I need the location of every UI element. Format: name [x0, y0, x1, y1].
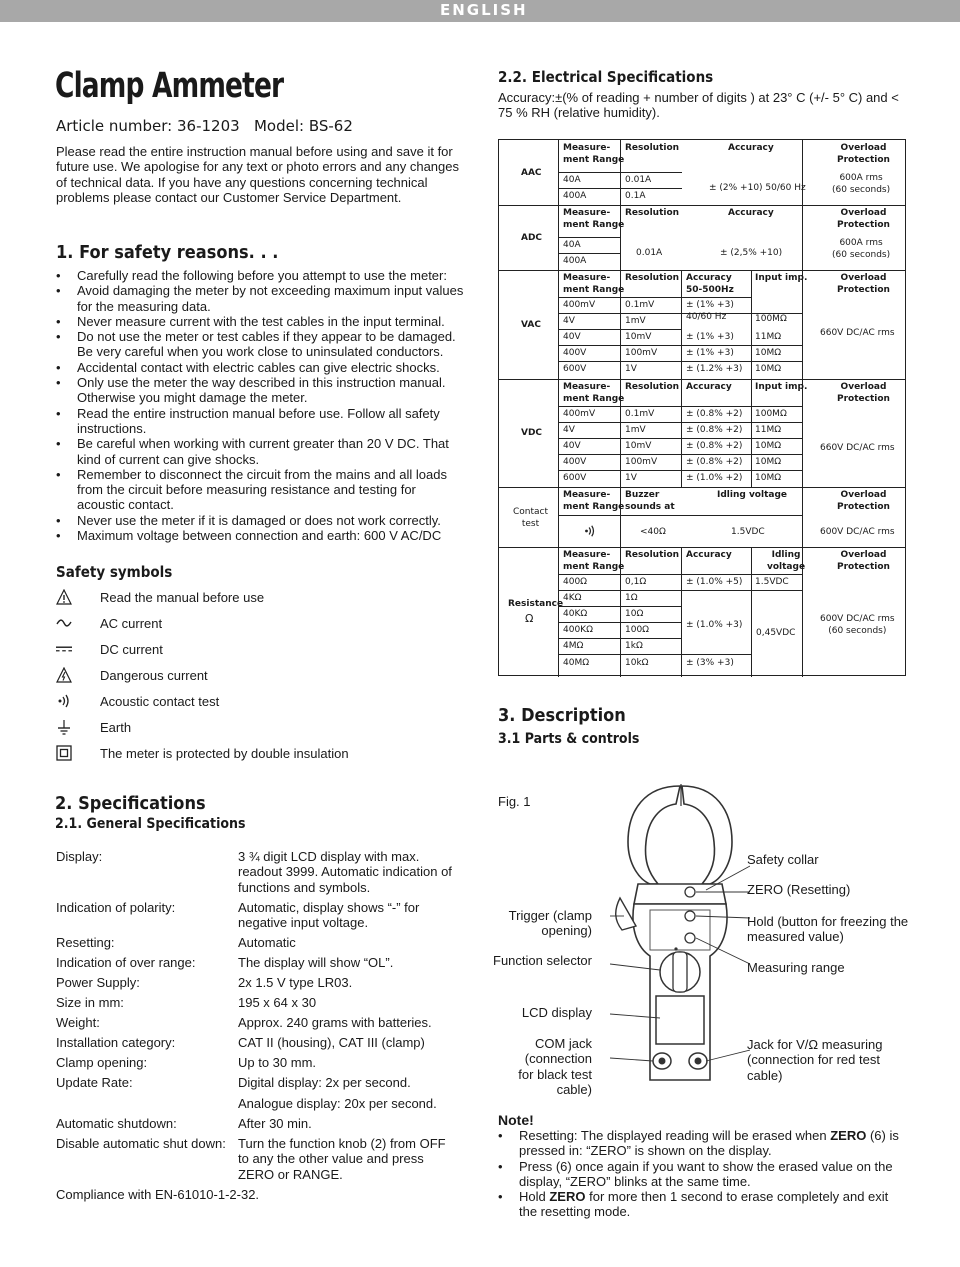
resolution-header: Resolution	[625, 208, 680, 218]
symbol-label: Read the manual before use	[100, 590, 265, 605]
spec-label: Disable automatic shut down:	[56, 1136, 226, 1151]
table-cell: 10MΩ	[755, 473, 782, 483]
table-cell: 100mV	[625, 348, 658, 358]
symbol-row	[56, 719, 456, 739]
intro-text: Please read the entire instruction manual before using and save it for future use. We apologise for any text or photo errors and any changes of technical data. If you have any questions concerning technical problems please contact our Customer Service Department.	[56, 144, 459, 205]
table-cell: 1.5VDC	[755, 577, 789, 587]
table-cell: 40/60 Hz	[686, 312, 727, 322]
accuracy-header: Accuracy	[728, 143, 774, 153]
spec-label: Indication of polarity:	[56, 900, 176, 915]
table-cell: 400KΩ	[563, 625, 593, 635]
accuracy-note: Accuracy:±(% of reading + number of digits ) at 23° C (+/- 5° C) and < 75 % RH (relative humidity).	[498, 90, 899, 121]
table-cell: ± (3% +3)	[686, 658, 734, 668]
table-cell: ± (2% +10) 50/60 Hz	[709, 183, 806, 193]
table-cell: 1Ω	[625, 593, 638, 603]
parts-controls-heading: 3.1 Parts & controls	[498, 731, 640, 747]
spec-label: Indication of over range:	[56, 955, 196, 970]
table-cell: 100MΩ	[755, 314, 787, 324]
safety-heading: 1. For safety reasons. . .	[56, 242, 279, 263]
table-cell: ± (0.8% +2)	[686, 457, 743, 467]
spec-value: After 30 min.	[238, 1116, 312, 1131]
table-cell: 1mV	[625, 316, 646, 326]
table-cell: 4V	[563, 316, 575, 326]
callout-trigger: Trigger (clamp opening)	[508, 908, 592, 939]
symbol-row	[56, 589, 456, 609]
table-cell: 100Ω	[625, 625, 650, 635]
ac-tilde-icon	[56, 615, 72, 631]
adc-label: ADC	[521, 233, 543, 243]
table-cell: 1.5VDC	[731, 527, 765, 537]
table-cell: 400V	[563, 457, 587, 467]
accuracy-freq-header: Accuracy 50-500Hz	[686, 273, 734, 295]
callout-zero: ZERO (Resetting)	[747, 882, 851, 897]
table-cell: 1mV	[625, 425, 646, 435]
language-header-bar	[0, 0, 960, 22]
list-item: • Resetting: The displayed reading will be erased when ZERO (6) is pressed in: “ZERO” is shown on the display.	[496, 1128, 908, 1159]
range-header: Measure- ment Range	[563, 382, 625, 404]
spec-label: Size in mm:	[56, 995, 124, 1010]
spec-label: Weight:	[56, 1015, 100, 1030]
input-imp-header: Input imp.	[755, 273, 808, 283]
list-item: • Avoid damaging the meter by not exceeding maximum input values for the measuring data.	[54, 283, 466, 314]
range-header: Measure- ment Range	[563, 208, 625, 230]
spec-value: Digital display: 2x per second.	[238, 1075, 411, 1090]
spec-value: Automatic	[238, 935, 296, 950]
accuracy-header: Accuracy	[686, 382, 732, 392]
spec-value: Analogue display: 20x per second.	[238, 1096, 437, 1111]
callout-function-selector: Function selector	[493, 953, 592, 968]
callout-measuring-range: Measuring range	[747, 960, 845, 975]
table-cell: 40V	[563, 441, 581, 451]
spec-label: Clamp opening:	[56, 1055, 148, 1070]
vdc-label: VDC	[521, 428, 543, 438]
symbol-label: AC current	[100, 616, 163, 631]
idling-header: Idling voltage	[767, 550, 806, 572]
table-cell: 660V DC/AC rms	[820, 328, 895, 338]
table-cell: <40Ω	[640, 527, 666, 537]
table-cell: 400Ω	[563, 577, 588, 587]
table-cell: 10MΩ	[755, 457, 782, 467]
table-cell: 40V	[563, 332, 581, 342]
contact-test-label: Contact test	[513, 507, 549, 529]
range-header: Measure- ment Range	[563, 273, 625, 295]
table-cell: 40KΩ	[563, 609, 588, 619]
safety-list	[54, 268, 466, 543]
table-cell: 10mV	[625, 332, 652, 342]
table-cell: 0.1mV	[625, 409, 655, 419]
spec-value: Approx. 240 grams with batteries.	[238, 1015, 432, 1030]
table-cell: 0.1A	[625, 191, 646, 201]
spec-value: CAT II (housing), CAT III (clamp)	[238, 1035, 425, 1050]
list-item: • Maximum voltage between connection and earth: 600 V AC/DC	[54, 528, 466, 543]
dc-icon	[56, 641, 72, 657]
table-cell: 1kΩ	[625, 641, 643, 651]
spec-value: Automatic, display shows “-” for negative input voltage.	[238, 900, 420, 931]
resolution-header: Resolution	[625, 273, 680, 283]
warning-triangle-icon	[56, 589, 72, 605]
table-cell: 10MΩ	[755, 348, 782, 358]
list-item: • Carefully read the following before you attempt to use the meter:	[54, 268, 466, 283]
callout-com-jack: COM jack (connection for black test cable)	[518, 1036, 592, 1097]
table-cell: 40A	[563, 240, 581, 250]
compliance-text: Compliance with EN-61010-1-2-32.	[56, 1187, 260, 1202]
table-cell: ± (1% +3)	[686, 300, 734, 310]
safety-symbols-heading: Safety symbols	[56, 563, 173, 581]
spec-label: Update Rate:	[56, 1075, 133, 1090]
list-item: • Remember to disconnect the circuit from the mains and all loads from the circuit before measuring resistance and testing for acoustic contact.	[54, 467, 466, 513]
vac-label: VAC	[521, 320, 541, 330]
spec-label: Resetting:	[56, 935, 115, 950]
callout-hold: Hold (button for freezing the measured value)	[747, 914, 909, 945]
spec-value: 195 x 64 x 30	[238, 995, 317, 1010]
page-title: Clamp Ammeter	[55, 66, 284, 106]
table-cell: 10Ω	[625, 609, 644, 619]
callout-lcd-display: LCD display	[521, 1005, 592, 1020]
general-specs-heading: 2.1. General Specifications	[55, 816, 246, 832]
acoustic-icon	[583, 524, 597, 538]
table-cell: 11MΩ	[755, 332, 782, 342]
input-imp-header: Input imp.	[755, 382, 808, 392]
table-cell: 400V	[563, 348, 587, 358]
acoustic-icon	[56, 693, 72, 709]
figure-label: Fig. 1	[498, 794, 531, 809]
table-cell: ± (1% +3)	[686, 348, 734, 358]
buzzer-header: Buzzer sounds at	[625, 490, 675, 512]
table-cell: 40A	[563, 175, 581, 185]
list-item: • Do not use the meter or test cables if they appear to be damaged. Be very careful when you work close to uninsulated conductors.	[54, 329, 466, 360]
table-cell: ± (2,5% +10)	[720, 248, 783, 258]
table-cell: ± (1.0% +2)	[686, 473, 743, 483]
overload-header: Overload Protection	[837, 490, 890, 512]
note-heading: Note!	[498, 1112, 534, 1128]
resistance-label: Resistance	[508, 599, 564, 609]
article-number: Article number: 36-1203 Model: BS-62	[56, 117, 353, 135]
table-cell: 40MΩ	[563, 658, 590, 668]
overload-header: Overload Protection	[837, 382, 890, 404]
table-cell: 100MΩ	[755, 409, 787, 419]
table-cell: ± (1.0% +3)	[686, 620, 743, 630]
overload-header: Overload Protection	[837, 273, 890, 295]
list-item: • Read the entire instruction manual before use. Follow all safety instructions.	[54, 406, 466, 437]
symbol-label: Earth	[100, 720, 132, 735]
resolution-header: Resolution	[625, 143, 680, 153]
symbol-label: The meter is protected by double insulation	[100, 746, 349, 761]
range-header: Measure- ment Range	[563, 143, 625, 165]
callout-safety-collar: Safety collar	[747, 852, 819, 867]
table-cell: ± (1.2% +3)	[686, 364, 743, 374]
table-cell: 0.01A	[625, 175, 652, 185]
spec-value: 3 ¾ digit LCD display with max. readout 3999. Automatic indication of functions and symbols.	[238, 849, 452, 895]
table-cell: 400mV	[563, 300, 596, 310]
table-cell: 600V DC/AC rms (60 seconds)	[820, 614, 895, 636]
symbol-row	[56, 693, 456, 713]
table-cell: ± (1% +3)	[686, 332, 734, 342]
table-cell: 1V	[625, 364, 637, 374]
overload-header: Overload Protection	[837, 143, 890, 165]
symbol-label: Dangerous current	[100, 668, 208, 683]
spec-value: 2x 1.5 V type LR03.	[238, 975, 353, 990]
table-cell: 11MΩ	[755, 425, 782, 435]
table-cell: 10MΩ	[755, 364, 782, 374]
overload-header: Overload Protection	[837, 208, 890, 230]
resolution-header: Resolution	[625, 382, 680, 392]
list-item: • Press (6) once again if you want to show the erased value on the display, “ZERO” blinks at the same time.	[496, 1159, 908, 1190]
symbol-row	[56, 745, 456, 765]
list-item: • Only use the meter the way described in this instruction manual. Otherwise you might damage the meter.	[54, 375, 466, 406]
table-cell: 600V	[563, 364, 587, 374]
list-item: • Be careful when working with current greater than 20 V DC. That kind of current can give shocks.	[54, 436, 466, 467]
table-cell: 0,1Ω	[625, 577, 647, 587]
description-heading: 3. Description	[498, 705, 626, 726]
table-cell: 10kΩ	[625, 658, 649, 668]
table-cell: 600V	[563, 473, 587, 483]
table-cell: 600A rms (60 seconds)	[832, 173, 891, 195]
specifications-heading: 2. Specifications	[55, 793, 206, 814]
table-cell: 4V	[563, 425, 575, 435]
table-cell: 400A	[563, 191, 587, 201]
range-header: Measure- ment Range	[563, 490, 625, 512]
electrical-specs-heading: 2.2. Electrical Specifications	[498, 68, 714, 86]
ohm-symbol: Ω	[525, 612, 534, 625]
language-label: ENGLISH	[440, 1, 528, 19]
idling-header: Idling voltage	[717, 490, 788, 500]
table-cell: 4MΩ	[563, 641, 584, 651]
table-cell: 100mV	[625, 457, 658, 467]
overload-header: Overload Protection	[837, 550, 890, 572]
spec-value: Up to 30 mm.	[238, 1055, 317, 1070]
table-cell: 660V DC/AC rms	[820, 443, 895, 453]
callout-v-jack: Jack for V/Ω measuring (connection for red test cable)	[747, 1037, 883, 1083]
table-cell: ± (1.0% +5)	[686, 577, 743, 587]
accuracy-header: Accuracy	[686, 550, 732, 560]
table-cell: 0.1mV	[625, 300, 655, 310]
spec-value: The display will show “OL”.	[238, 955, 394, 970]
table-cell: 10mV	[625, 441, 652, 451]
list-item: • Never measure current with the test cables in the input terminal.	[54, 314, 466, 329]
symbol-row	[56, 667, 456, 687]
list-item: • Hold ZERO for more then 1 second to erase completely and exit the resetting mode.	[496, 1189, 908, 1220]
range-header: Measure- ment Range	[563, 550, 625, 572]
table-cell: 10MΩ	[755, 441, 782, 451]
earth-icon	[56, 719, 72, 735]
table-cell: 600V DC/AC rms	[820, 527, 895, 537]
list-item: • Accidental contact with electric cables can give electric shocks.	[54, 360, 466, 375]
symbol-row	[56, 641, 456, 661]
aac-label: AAC	[521, 168, 542, 178]
spec-label: Installation category:	[56, 1035, 176, 1050]
clamp-meter-illustration	[610, 780, 750, 1090]
table-cell: ± (0.8% +2)	[686, 425, 743, 435]
table-cell: 0,45VDC	[756, 628, 796, 638]
spec-value: Turn the function knob (2) from OFF to any the other value and press ZERO or RANGE.	[238, 1136, 446, 1182]
resolution-header: Resolution	[625, 550, 680, 560]
spec-label: Display:	[56, 849, 103, 864]
table-cell: 4KΩ	[563, 593, 582, 603]
lightning-triangle-icon	[56, 667, 72, 683]
symbol-label: Acoustic contact test	[100, 694, 220, 709]
spec-label: Automatic shutdown:	[56, 1116, 177, 1131]
symbol-row	[56, 615, 456, 635]
spec-label: Power Supply:	[56, 975, 140, 990]
table-cell: 400mV	[563, 409, 596, 419]
table-cell: ± (0.8% +2)	[686, 441, 743, 451]
list-item: • Never use the meter if it is damaged or does not work correctly.	[54, 513, 466, 528]
double-insulation-icon	[56, 745, 72, 761]
note-list	[496, 1128, 908, 1220]
table-cell: 600A rms (60 seconds)	[832, 238, 891, 260]
table-cell: 1V	[625, 473, 637, 483]
symbol-label: DC current	[100, 642, 163, 657]
accuracy-header: Accuracy	[728, 208, 774, 218]
table-cell: 0.01A	[636, 248, 663, 258]
electrical-spec-table	[498, 139, 906, 676]
table-cell: 400A	[563, 256, 587, 266]
table-cell: ± (0.8% +2)	[686, 409, 743, 419]
